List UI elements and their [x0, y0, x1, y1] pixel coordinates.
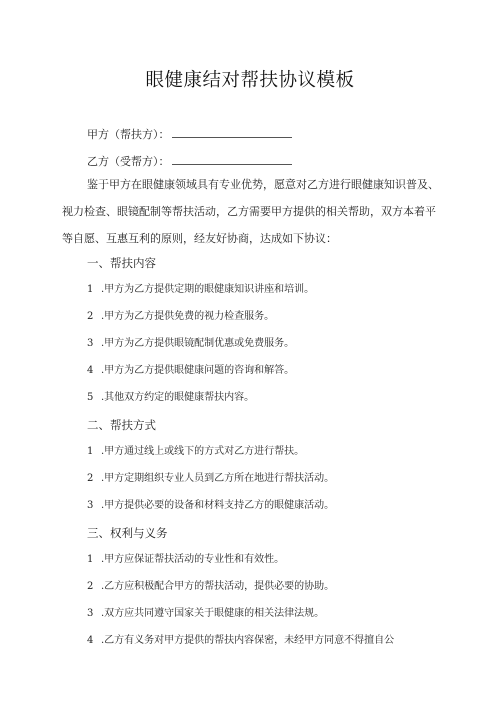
item-text: .甲方定期组织专业人员到乙方所在地进行帮扶活动。 [101, 473, 335, 484]
item-number: 3 [87, 338, 94, 349]
section-3-item [87, 634, 394, 647]
item-number: 3 [87, 608, 94, 619]
document-title: 眼健康结对帮扶协议模板 [145, 70, 355, 91]
item-text: .其他双方约定的眼健康帮扶内容。 [101, 392, 255, 403]
item-number: 1 [87, 284, 94, 295]
party-a-line [87, 126, 292, 142]
section-1-item [87, 337, 294, 350]
party-a-label: 甲方（帮扶方）： [87, 128, 170, 141]
section-3-item [87, 580, 334, 593]
item-text: .乙方有义务对甲方提供的帮扶内容保密，未经甲方同意不得擅自公 [101, 635, 395, 646]
item-number: 1 [87, 446, 94, 457]
section-3-item [87, 553, 284, 566]
item-text: .双方应共同遵守国家关于眼健康的相关法律法规。 [101, 608, 325, 619]
item-text: .甲方为乙方提供眼健康问题的咨询和解答。 [101, 365, 295, 376]
section-heading-3: 三、权利与义务 [87, 526, 168, 540]
item-text: .甲方应保证帮扶活动的专业性和有效性。 [101, 554, 285, 565]
item-number: 4 [87, 635, 94, 646]
item-number: 2 [87, 311, 94, 322]
item-text: .甲方通过线上或线下的方式对乙方进行帮扶。 [101, 446, 305, 457]
party-b-blank[interactable] [172, 153, 292, 165]
item-number: 4 [87, 365, 94, 376]
section-1-item [87, 364, 294, 377]
item-number: 3 [87, 500, 94, 511]
intro-line-1: 鉴于甲方在眼健康领域具有专业优势，愿意对乙方进行眼健康知识普及、 [87, 178, 439, 191]
section-3-item [87, 607, 324, 620]
section-heading-1: 一、帮扶内容 [87, 256, 156, 270]
section-2-item [87, 445, 304, 458]
item-text: .甲方为乙方提供眼镜配制优惠或免费服务。 [101, 338, 295, 349]
item-number: 2 [87, 473, 94, 484]
item-number: 2 [87, 581, 94, 592]
item-text: .甲方为乙方提供免费的视力检查服务。 [101, 311, 275, 322]
section-2-item [87, 499, 334, 512]
item-number: 1 [87, 554, 94, 565]
item-text: .乙方应积极配合甲方的帮扶活动，提供必要的协助。 [101, 581, 335, 592]
item-number: 5 [87, 392, 94, 403]
party-b-line [87, 153, 292, 169]
section-1-item [87, 391, 254, 404]
section-2-item [87, 472, 334, 485]
party-a-blank[interactable] [172, 126, 292, 138]
section-1-item [87, 310, 274, 323]
party-b-label: 乙方（受帮方）： [87, 155, 170, 168]
intro-line-2: 视力检查、眼镜配制等帮扶活动，乙方需要甲方提供的相关帮助，双方本着平 [62, 205, 436, 218]
intro-line-3: 等自愿、互惠互利的原则，经友好协商，达成如下协议： [62, 232, 337, 245]
item-text: .甲方提供必要的设备和材料支持乙方的眼健康活动。 [101, 500, 335, 511]
section-heading-2: 二、帮扶方式 [87, 418, 156, 432]
item-text: .甲方为乙方提供定期的眼健康知识讲座和培训。 [101, 284, 315, 295]
section-1-item [87, 283, 314, 296]
